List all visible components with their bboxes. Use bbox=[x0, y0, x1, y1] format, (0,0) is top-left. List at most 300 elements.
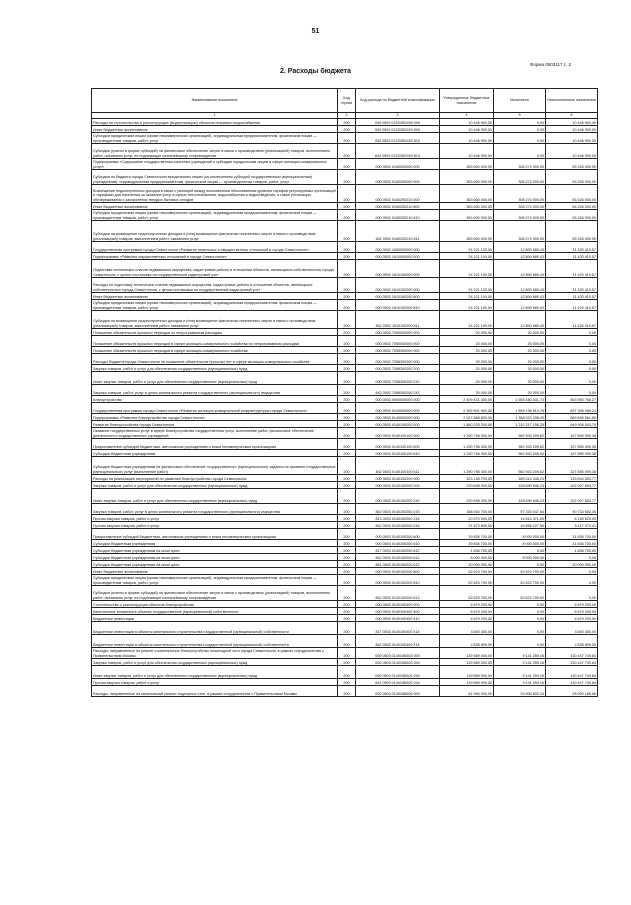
row-approved-amount: 24 221 100,00 bbox=[440, 242, 494, 253]
row-unexecuted-amount: 6 679 200,00 bbox=[546, 601, 598, 608]
row-executed-amount: 0,00 bbox=[494, 622, 546, 635]
row-name: Субсидии бюджетным учреждениям на финансовое обеспечение государственного (муниципального) задания на оказание государственных (муниципальных) услуг (выполнение работ) bbox=[92, 457, 338, 475]
row-approved-amount: 363 600 000,00 bbox=[440, 159, 494, 170]
row-line-code: 200 bbox=[338, 354, 356, 365]
row-budget-code: 000 0502 7058300200 000 bbox=[356, 354, 440, 365]
row-approved-amount: 20 000,00 bbox=[440, 347, 494, 354]
row-unexecuted-amount: 2 838 800,00 bbox=[546, 635, 598, 648]
row-executed-amount: 308 274 000,00 bbox=[494, 185, 546, 203]
table-row bbox=[92, 529, 598, 540]
row-line-code: 200 bbox=[338, 666, 356, 679]
row-approved-amount: 1 290 798 300,00 bbox=[440, 457, 494, 475]
row-unexecuted-amount: 0,00 bbox=[546, 385, 598, 396]
row-approved-amount: 24 221 100,00 bbox=[440, 260, 494, 278]
row-budget-code: 000 0502 1610100200 000 bbox=[356, 278, 440, 293]
table-row bbox=[92, 185, 598, 203]
row-executed-amount: 1 555 480 531,73 bbox=[494, 396, 546, 403]
table-row bbox=[92, 482, 598, 489]
row-executed-amount: 20 000,00 bbox=[494, 329, 546, 336]
row-approved-amount: 2 838 800,00 bbox=[440, 635, 494, 648]
row-approved-amount: 363 600 000,00 bbox=[440, 170, 494, 185]
row-name: Субсидии из бюджета города Севастополя юридическим лицам (за исключением субсидий государственным (муниципальным) учреждениям), индивидуальным предпринимателям, физическим лицам — производителям товаров, работ, услуг bbox=[92, 170, 338, 185]
row-budget-code: 000 0503 0140100200 240 bbox=[356, 489, 440, 504]
row-name: Субсидии бюджетным учреждениям bbox=[92, 450, 338, 457]
row-executed-amount: 16 556 227,59 bbox=[494, 522, 546, 529]
row-unexecuted-amount: 327 855 090,38 bbox=[546, 457, 598, 475]
row-budget-code: 000 0503 014016Б603 000 bbox=[356, 648, 440, 659]
row-unexecuted-amount: 30 000 000,00 bbox=[546, 561, 598, 568]
table-row bbox=[92, 561, 598, 568]
row-line-code: 200 bbox=[338, 396, 356, 403]
row-name: Бюджетные инвестиции в объекты капитального строительства государственной (муниципальной) собственности bbox=[92, 635, 338, 648]
row-unexecuted-amount: 55 326 000,00 bbox=[546, 159, 598, 170]
table-row bbox=[92, 428, 598, 439]
row-approved-amount: 8 000 000,00 bbox=[440, 554, 494, 561]
row-line-code: 200 bbox=[338, 372, 356, 385]
row-approved-amount: 363 600 000,00 bbox=[440, 185, 494, 203]
row-unexecuted-amount: 3 840 400,00 bbox=[546, 622, 598, 635]
row-line-code: 200 bbox=[338, 679, 356, 686]
row-line-code: 200 bbox=[338, 601, 356, 608]
row-executed-amount: 308 274 000,00 bbox=[494, 203, 546, 210]
row-line-code: 200 bbox=[338, 126, 356, 133]
row-name: Иные закупки товаров, работ и услуг для обеспечения государственных (муниципальных) нужд bbox=[92, 372, 338, 385]
row-unexecuted-amount: 102 007 653,77 bbox=[546, 482, 598, 489]
row-budget-code: 000 0502 013G552430 000 bbox=[356, 119, 440, 126]
row-executed-amount: 1 555 196 613,76 bbox=[494, 403, 546, 414]
row-executed-amount: 12 800 689,43 bbox=[494, 278, 546, 293]
column-number: 4 bbox=[440, 113, 494, 119]
table-row bbox=[92, 396, 598, 403]
row-unexecuted-amount: 55 326 000,00 bbox=[546, 221, 598, 242]
row-unexecuted-amount: 837 305 286,24 bbox=[546, 403, 598, 414]
row-unexecuted-amount: 327 855 090,38 bbox=[546, 450, 598, 457]
table-row bbox=[92, 489, 598, 504]
row-unexecuted-amount: 11 420 410,57 bbox=[546, 311, 598, 329]
row-line-code: 200 bbox=[338, 482, 356, 489]
row-budget-code: 000 0502 013G552430 810 bbox=[356, 133, 440, 144]
row-executed-amount: 14 814 371,00 bbox=[494, 515, 546, 522]
row-approved-amount: 363 600 000,00 bbox=[440, 203, 494, 210]
row-unexecuted-amount: 327 855 090,38 bbox=[546, 439, 598, 450]
row-approved-amount: 6 679 200,00 bbox=[440, 601, 494, 608]
row-name: Субсидии (гранты в форме субсидий) на финансовое обеспечение затрат в связи с производством (реализацией) товаров, выполнением работ, оказанием услуг, не подлежащие казначейскому сопровождению bbox=[92, 144, 338, 159]
table-row bbox=[92, 547, 598, 554]
row-name: Прочая закупка товаров, работ и услуг bbox=[92, 522, 338, 529]
table-row bbox=[92, 635, 598, 648]
row-approved-amount: 3 840 400,00 bbox=[440, 622, 494, 635]
row-unexecuted-amount: 327 855 090,38 bbox=[546, 428, 598, 439]
row-approved-amount: 39 836 700,00 bbox=[440, 540, 494, 547]
table-row bbox=[92, 403, 598, 414]
row-name: Расходы, направленные на ремонт и комплексное благоустройство пешеходной сети города Севастополя, в рамках сотрудничества с Правительством Москвы bbox=[92, 648, 338, 659]
row-executed-amount: 52 623 700,00 bbox=[494, 568, 546, 575]
row-budget-code: 000 0502 0160200210 800 bbox=[356, 203, 440, 210]
row-budget-code: 842 0502 7058300200 243 bbox=[356, 385, 440, 396]
row-budget-code: 000 0502 1610100200 800 bbox=[356, 293, 440, 300]
header-executed: Исполнено bbox=[494, 89, 546, 113]
table-row bbox=[92, 515, 598, 522]
table-row bbox=[92, 242, 598, 253]
row-approved-amount: 1 860 225 200,00 bbox=[440, 421, 494, 428]
row-line-code: 200 bbox=[338, 515, 356, 522]
row-budget-code: 000 0502 0160000000 000 bbox=[356, 159, 440, 170]
table-row bbox=[92, 648, 598, 659]
row-executed-amount: 0,00 bbox=[494, 133, 546, 144]
row-executed-amount: 12 800 689,43 bbox=[494, 253, 546, 260]
row-line-code: 200 bbox=[338, 504, 356, 515]
table-row bbox=[92, 170, 598, 185]
row-name: Субсидии бюджетным учреждениям bbox=[92, 540, 338, 547]
row-unexecuted-amount: 0,00 bbox=[546, 568, 598, 575]
row-budget-code: 000 0502 1610100200 810 bbox=[356, 300, 440, 311]
row-line-code: 200 bbox=[338, 608, 356, 615]
row-approved-amount: 6 679 200,00 bbox=[440, 615, 494, 622]
row-line-code: 200 bbox=[338, 489, 356, 504]
row-line-code: 200 bbox=[338, 547, 356, 554]
row-approved-amount: 21 673 600,00 bbox=[440, 522, 494, 529]
row-line-code: 200 bbox=[338, 159, 356, 170]
row-approved-amount: 1 290 798 300,00 bbox=[440, 428, 494, 439]
row-name: Закупка товаров, работ и услуг для обеспечения государственных (муниципальных) нужд bbox=[92, 365, 338, 372]
row-budget-code: 000 0503 0140100200 810 bbox=[356, 575, 440, 586]
row-name: Субсидии бюджетным учреждениям на иные цели bbox=[92, 561, 338, 568]
row-executed-amount: 308 274 000,00 bbox=[494, 170, 546, 185]
row-name: Прочая закупка товаров, работ и услуг bbox=[92, 679, 338, 686]
row-approved-amount: 323 158 700,00 bbox=[440, 475, 494, 482]
table-row bbox=[92, 554, 598, 561]
row-name: Бюджетные инвестиции bbox=[92, 615, 338, 622]
row-approved-amount: 20 970 000,00 bbox=[440, 515, 494, 522]
table-row bbox=[92, 601, 598, 608]
row-budget-code: 000 0503 0140100100 600 bbox=[356, 439, 440, 450]
row-approved-amount: 139 589 000,00 bbox=[440, 679, 494, 686]
row-unexecuted-amount: 6 679 200,00 bbox=[546, 615, 598, 622]
row-budget-code: 000 0503 0140000000 000 bbox=[356, 414, 440, 421]
row-name: Возмещение недополученных доходов в связи с разницей между экономически обоснованным уровнем тарифов регулируемых организаций и тарифами для населения за оказание услуг в сфере теплоснабжения, водоснабжения и водоотведения, а также утилизации, обезвреживания и захоронения твердых бытовых отходов bbox=[92, 185, 338, 203]
row-executed-amount: 0,00 bbox=[494, 126, 546, 133]
row-line-code: 200 bbox=[338, 385, 356, 396]
row-budget-code: 842 0502 013G552430 813 bbox=[356, 144, 440, 159]
row-executed-amount: 128 690 646,23 bbox=[494, 482, 546, 489]
table-row bbox=[92, 253, 598, 260]
row-budget-code: 000 0503 0140100200 800 bbox=[356, 568, 440, 575]
row-name: Расходы на подготовку технических планов недвижимого имущества, кадастровые работы в отношении объектов, являющихся собственностью города Севастополя, с целью постановки на государственный кадастровый учет bbox=[92, 278, 338, 293]
row-budget-code: 000 0503 0140100400 000 bbox=[356, 601, 440, 608]
table-row bbox=[92, 450, 598, 457]
table-row bbox=[92, 221, 598, 242]
row-line-code: 200 bbox=[338, 421, 356, 428]
row-line-code: 200 bbox=[338, 185, 356, 203]
row-budget-code: 000 0502 7058300000 000 bbox=[356, 347, 440, 354]
row-line-code: 200 bbox=[338, 635, 356, 648]
row-budget-code: 842 0502 1610100200 811 bbox=[356, 311, 440, 329]
table-row bbox=[92, 504, 598, 515]
row-budget-code: 000 0502 7000000000 000 bbox=[356, 329, 440, 336]
row-unexecuted-amount: 0,00 bbox=[546, 329, 598, 336]
row-unexecuted-amount: 1 836 700,00 bbox=[546, 547, 598, 554]
row-line-code: 200 bbox=[338, 329, 356, 336]
row-name: Прочая закупка товаров, работ и услуг bbox=[92, 515, 338, 522]
row-executed-amount: 0,00 bbox=[494, 601, 546, 608]
row-line-code: 200 bbox=[338, 210, 356, 221]
row-unexecuted-amount: 130 447 740,84 bbox=[546, 679, 598, 686]
header-line-code: Код строки bbox=[338, 89, 356, 113]
row-name: Иные бюджетные ассигнования bbox=[92, 293, 338, 300]
row-name: Расходы на реализацию мероприятий по развитию благоустройства города Севастополя bbox=[92, 475, 338, 482]
row-unexecuted-amount: 5 117 372,41 bbox=[546, 522, 598, 529]
row-budget-code: 000 0503 014016Б603 240 bbox=[356, 666, 440, 679]
table-row bbox=[92, 659, 598, 666]
table-row bbox=[92, 421, 598, 428]
row-executed-amount: 962 943 209,62 bbox=[494, 428, 546, 439]
row-budget-code: 842 0503 0140100100 611 bbox=[356, 457, 440, 475]
table-row bbox=[92, 159, 598, 170]
row-unexecuted-amount: 11 420 410,57 bbox=[546, 278, 598, 293]
row-name: Погашение обязательств прошлых периодов по непрограммным расходам bbox=[92, 329, 338, 336]
row-approved-amount: 139 589 000,00 bbox=[440, 666, 494, 679]
table-row bbox=[92, 608, 598, 615]
row-name: Капитальные вложения в объекты государственной (муниципальной) собственности bbox=[92, 608, 338, 615]
row-name: Строительство и реконструкция объектов благоустройства bbox=[92, 601, 338, 608]
row-name: Расходы бюджета города Севастополя на погашение обязательств прошлых лет в сфере жилищно-коммунального хозяйства bbox=[92, 354, 338, 365]
row-executed-amount: 308 274 000,00 bbox=[494, 159, 546, 170]
row-name: Субсидии бюджетным учреждениям на иные цели bbox=[92, 554, 338, 561]
table-row bbox=[92, 457, 598, 475]
row-line-code: 200 bbox=[338, 347, 356, 354]
table-row bbox=[92, 354, 598, 365]
row-unexecuted-amount: 10 446 900,00 bbox=[546, 144, 598, 159]
row-budget-code: 861 0503 0140100200 612 bbox=[356, 561, 440, 568]
row-unexecuted-amount: 0,00 bbox=[546, 554, 598, 561]
row-executed-amount: 20 000,00 bbox=[494, 385, 546, 396]
row-budget-code: 000 0502 7050000000 000 bbox=[356, 336, 440, 347]
table-row bbox=[92, 686, 598, 697]
row-name: Расходы, направленные на капитальный ремонт подпорных стен, в рамках сотрудничества с Правительством Москвы bbox=[92, 686, 338, 697]
row-name: Бюджетные инвестиции в объекты капитального строительства государственной (муниципальной) собственности bbox=[92, 622, 338, 635]
row-line-code: 200 bbox=[338, 242, 356, 253]
row-name: Закупка товаров, работ, услуг в целях капитального ремонта государственного (муниципального) имущества bbox=[92, 504, 338, 515]
row-executed-amount: 12 800 689,43 bbox=[494, 311, 546, 329]
column-number: 2 bbox=[338, 113, 356, 119]
table-row bbox=[92, 210, 598, 221]
row-unexecuted-amount: 130 447 740,84 bbox=[546, 648, 598, 659]
row-executed-amount: 0,00 bbox=[494, 119, 546, 126]
row-executed-amount: 12 800 689,43 bbox=[494, 293, 546, 300]
row-approved-amount: 2 409 431 300,00 bbox=[440, 396, 494, 403]
row-name: Погашение обязательств прошлых периодов в сфере жилищно-коммунального хозяйства bbox=[92, 347, 338, 354]
row-name: Подпрограмма «Развитие благоустройства города Севастополя» bbox=[92, 414, 338, 421]
row-line-code: 200 bbox=[338, 615, 356, 622]
row-budget-code: 842 0503 0140100200 243 bbox=[356, 504, 440, 515]
header-approved: Утвержденные бюджетные назначения bbox=[440, 89, 494, 113]
row-name: Субсидии юридическим лицам (кроме некоммерческих организаций), индивидуальным предпринимателям, физическим лицам — производителям товаров, работ, услуг bbox=[92, 575, 338, 586]
row-name: Иные закупки товаров, работ и услуг для обеспечения государственных (муниципальных) нужд bbox=[92, 666, 338, 679]
row-approved-amount: 188 054 700,00 bbox=[440, 504, 494, 515]
row-approved-amount: 24 221 100,00 bbox=[440, 253, 494, 260]
row-unexecuted-amount: 6 679 200,00 bbox=[546, 608, 598, 615]
table-row bbox=[92, 679, 598, 686]
row-budget-code: 000 0503 0140100200 200 bbox=[356, 482, 440, 489]
row-line-code: 200 bbox=[338, 365, 356, 372]
row-budget-code: 813 0503 0140100200 244 bbox=[356, 515, 440, 522]
row-unexecuted-amount: 6 155 629,00 bbox=[546, 515, 598, 522]
row-budget-code: 000 0503 0140100400 410 bbox=[356, 615, 440, 622]
table-row bbox=[92, 586, 598, 601]
row-name: Субсидии (гранты в форме субсидий) на финансовое обеспечение затрат в связи с производством (реализацией) товаров, выполнением работ, оказанием услуг, не подлежащие казначейскому сопровождению bbox=[92, 586, 338, 601]
row-name: Иные закупки товаров, работ и услуг для обеспечения государственных (муниципальных) нужд bbox=[92, 489, 338, 504]
row-unexecuted-amount: 0,00 bbox=[546, 336, 598, 347]
row-line-code: 200 bbox=[338, 133, 356, 144]
row-executed-amount: 128 690 646,23 bbox=[494, 489, 546, 504]
row-unexecuted-amount: 130 447 740,84 bbox=[546, 659, 598, 666]
row-line-code: 200 bbox=[338, 540, 356, 547]
row-approved-amount: 24 221 100,00 bbox=[440, 278, 494, 293]
column-number: 3 bbox=[356, 113, 440, 119]
row-line-code: 200 bbox=[338, 450, 356, 457]
row-line-code: 200 bbox=[338, 622, 356, 635]
row-approved-amount: 10 446 900,00 bbox=[440, 126, 494, 133]
table-row bbox=[92, 119, 598, 126]
row-name: Подготовка технических планов недвижимого имущества, кадастровые работы в отношении объектов, являющихся собственностью города Севастополя, с целью постановки на государственный кадастровый учет bbox=[92, 260, 338, 278]
row-unexecuted-amount: 0,00 bbox=[546, 365, 598, 372]
row-unexecuted-amount: 11 420 410,57 bbox=[546, 300, 598, 311]
row-unexecuted-amount: 0,00 bbox=[546, 372, 598, 385]
row-unexecuted-amount: 0,00 bbox=[546, 354, 598, 365]
row-budget-code: 842 0503 014016Б603 244 bbox=[356, 679, 440, 686]
row-line-code: 200 bbox=[338, 414, 356, 421]
row-unexecuted-amount: 28 093 166,66 bbox=[546, 686, 598, 697]
table-row bbox=[92, 575, 598, 586]
row-name: Иные бюджетные ассигнования bbox=[92, 568, 338, 575]
table-row bbox=[92, 311, 598, 329]
row-unexecuted-amount: 853 950 768,27 bbox=[546, 396, 598, 403]
table-row bbox=[92, 475, 598, 482]
row-line-code: 200 bbox=[338, 575, 356, 586]
row-executed-amount: 189 314 346,23 bbox=[494, 475, 546, 482]
table-row bbox=[92, 568, 598, 575]
row-budget-code: 000 0502 1610000000 000 bbox=[356, 253, 440, 260]
row-unexecuted-amount: 31 836 700,00 bbox=[546, 529, 598, 540]
row-name: Государственная программа города Севастополя «Развитие земельных и имущественных отношений в городе Севастополе» bbox=[92, 242, 338, 253]
row-line-code: 200 bbox=[338, 221, 356, 242]
row-name: Субсидии на возмещение недополученных доходов и (или) возмещение фактически понесенных затрат в связи с производством (реализацией) товаров, выполнением работ, оказанием услуг bbox=[92, 221, 338, 242]
row-executed-amount: 0,00 bbox=[494, 561, 546, 568]
row-unexecuted-amount: 31 836 700,00 bbox=[546, 540, 598, 547]
row-executed-amount: 8 000 000,00 bbox=[494, 540, 546, 547]
row-executed-amount: 962 943 209,62 bbox=[494, 450, 546, 457]
column-number: 5 bbox=[494, 113, 546, 119]
row-unexecuted-amount: 11 420 410,57 bbox=[546, 293, 598, 300]
table-row bbox=[92, 144, 598, 159]
row-executed-amount: 0,00 bbox=[494, 144, 546, 159]
row-name: Субсидии бюджетным учреждениям на иные цели bbox=[92, 547, 338, 554]
row-line-code: 200 bbox=[338, 439, 356, 450]
row-budget-code: 000 0502 1610100000 000 bbox=[356, 260, 440, 278]
row-unexecuted-amount: 669 845 561,60 bbox=[546, 414, 598, 421]
row-budget-code: 000 0503 0140100400 400 bbox=[356, 608, 440, 615]
row-budget-code: 000 0502 7058300200 200 bbox=[356, 365, 440, 372]
row-executed-amount: 9 141 259,16 bbox=[494, 659, 546, 666]
row-approved-amount: 61 994 000,00 bbox=[440, 686, 494, 697]
row-name: Предоставление субсидий бюджетным, автономным учреждениям и иным некоммерческим организациям bbox=[92, 529, 338, 540]
row-line-code: 200 bbox=[338, 561, 356, 568]
row-executed-amount: 8 000 000,00 bbox=[494, 554, 546, 561]
table-row bbox=[92, 540, 598, 547]
row-line-code: 200 bbox=[338, 457, 356, 475]
row-name: Подпрограмма «Развитие имущественных отношений в городе Севастополе» bbox=[92, 253, 338, 260]
row-executed-amount: 33 900 833,34 bbox=[494, 686, 546, 697]
row-name: Субсидии юридическим лицам (кроме некоммерческих организаций), индивидуальным предпринимателям, физическим лицам — производителям товаров, работ, услуг bbox=[92, 210, 338, 221]
row-name: Иные бюджетные ассигнования bbox=[92, 126, 338, 133]
row-name: Развитие благоустройства города Севастополя bbox=[92, 421, 338, 428]
row-name: Закупка товаров, работ, услуг в целях капитального ремонта государственного (муниципального) имущества bbox=[92, 385, 338, 396]
table-row bbox=[92, 278, 598, 293]
header-budget-code: Код расхода по бюджетной классификации bbox=[356, 89, 440, 113]
table-row bbox=[92, 666, 598, 679]
row-approved-amount: 1 290 798 300,00 bbox=[440, 439, 494, 450]
row-approved-amount: 20 000,00 bbox=[440, 329, 494, 336]
row-line-code: 200 bbox=[338, 686, 356, 697]
row-executed-amount: 52 623 700,00 bbox=[494, 586, 546, 601]
row-executed-amount: 308 274 000,00 bbox=[494, 221, 546, 242]
row-line-code: 200 bbox=[338, 529, 356, 540]
row-executed-amount: 20 000,00 bbox=[494, 365, 546, 372]
row-executed-amount: 20 000,00 bbox=[494, 372, 546, 385]
row-executed-amount: 308 274 000,00 bbox=[494, 210, 546, 221]
table-row bbox=[92, 329, 598, 336]
row-executed-amount: 0,00 bbox=[494, 547, 546, 554]
row-unexecuted-amount: 55 326 000,00 bbox=[546, 170, 598, 185]
row-budget-code: 000 0503 0140100200 000 bbox=[356, 475, 440, 482]
row-line-code: 200 bbox=[338, 648, 356, 659]
expenses-table bbox=[91, 88, 598, 697]
row-name: Подпрограмма «Содержание государственных казенных учреждений и субсидии юридическим лицам в сфере жилищно-коммунальных услуг» bbox=[92, 159, 338, 170]
row-line-code: 200 bbox=[338, 403, 356, 414]
row-line-code: 200 bbox=[338, 119, 356, 126]
row-budget-code: 000 0502 013G552430 800 bbox=[356, 126, 440, 133]
column-number: 6 bbox=[546, 113, 598, 119]
row-line-code: 200 bbox=[338, 203, 356, 210]
row-executed-amount: 1 358 023 038,40 bbox=[494, 414, 546, 421]
table-row bbox=[92, 414, 598, 421]
row-budget-code: 000 0503 014016Б603 200 bbox=[356, 659, 440, 666]
row-executed-amount: 0,00 bbox=[494, 615, 546, 622]
row-executed-amount: 52 623 700,00 bbox=[494, 575, 546, 586]
row-line-code: 200 bbox=[338, 260, 356, 278]
row-approved-amount: 52 623 700,00 bbox=[440, 586, 494, 601]
row-executed-amount: 20 000,00 bbox=[494, 336, 546, 347]
row-unexecuted-amount: 649 908 043,75 bbox=[546, 421, 598, 428]
row-line-code: 200 bbox=[338, 659, 356, 666]
row-approved-amount: 52 623 700,00 bbox=[440, 575, 494, 586]
table-row bbox=[92, 385, 598, 396]
row-budget-code: 000 0503 0140100100 000 bbox=[356, 428, 440, 439]
row-executed-amount: 8 000 000,00 bbox=[494, 529, 546, 540]
row-budget-code: 000 0503 0140100200 600 bbox=[356, 529, 440, 540]
row-budget-code: 000 0502 1600000000 000 bbox=[356, 242, 440, 253]
row-unexecuted-amount: 55 326 000,00 bbox=[546, 210, 598, 221]
row-name: Оказание государственных услуг в сфере благоустройства государственных услуг, выполнение работ, финансовое обеспечение деятельности государственных учреждений bbox=[92, 428, 338, 439]
row-name: Благоустройство bbox=[92, 396, 338, 403]
row-line-code: 200 bbox=[338, 522, 356, 529]
row-line-code: 200 bbox=[338, 568, 356, 575]
row-unexecuted-amount: 0,00 bbox=[546, 347, 598, 354]
table-row bbox=[92, 300, 598, 311]
row-executed-amount: 97 320 047,64 bbox=[494, 504, 546, 515]
row-budget-code: 842 0503 0140100400 414 bbox=[356, 635, 440, 648]
form-code: Форма 0503117 с. 2 bbox=[530, 62, 571, 67]
